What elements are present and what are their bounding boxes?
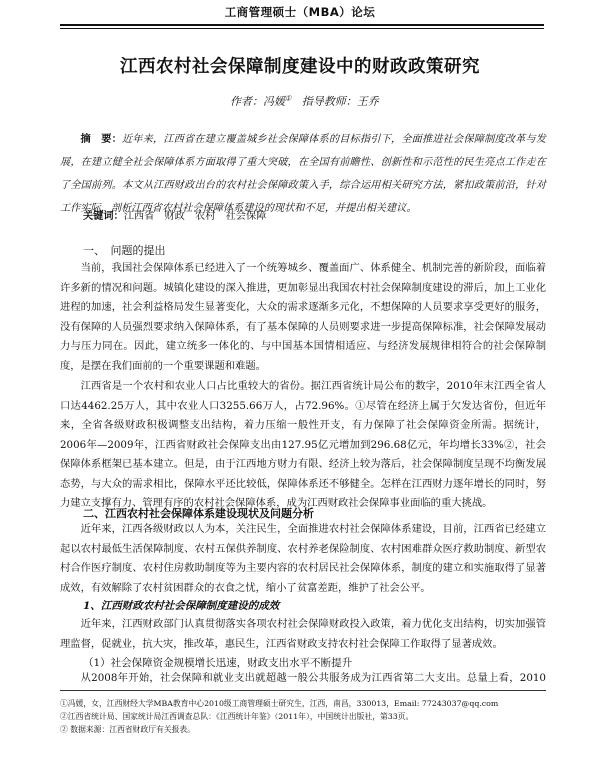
advisor-name: 王乔 <box>356 95 379 108</box>
section-heading-2: 二、江西农村社会保障体系建设现状及问题分析 <box>83 507 314 520</box>
author-label: 作者： <box>230 95 263 108</box>
advisor-label: 指导教师： <box>301 95 357 108</box>
footnote-statistics-source: ②江西省统计局、国家统计局江西调查总队：《江西统计年鉴》（2011年），中国统计出版社，第33页。 <box>60 712 414 721</box>
keywords <box>83 207 266 222</box>
footnotes <box>60 697 546 736</box>
author-name: 冯媛 <box>263 95 285 108</box>
abstract-text: 近年来，江西省在建立覆盖城乡社会保障体系的目标指引下，全面推进社会保障制度改革与发展，在建立健全社会保障体系方面取得了重大突破，在全国有前瞻性、创新性和示范性的民生亮点工作走在了全国前列。本文从江西财政出台的农村社会保障政策入手，综合运用相关研究方法，紧扣政策前沿，针对工作实际，剖析江西省农村社会保障体系建设的现状和不足，并提出相关建议。 <box>60 134 546 214</box>
author-line <box>230 93 379 109</box>
subsection-heading-2-1: 1、江西财政农村社会保障制度建设的成效 <box>83 600 280 612</box>
footnote-divider <box>60 690 546 691</box>
subsubsection-heading: （1）社会保障资金规模增长迅速，财政支出水平不断提升 <box>83 657 353 669</box>
keywords-text: 江西省 财政 农村 社会保障 <box>123 211 267 222</box>
abstract-label: 摘 要： <box>80 134 122 145</box>
footnote-author: ①冯媛，女，江西财经大学MBA教育中心2010级工商管理硕士研究生，江西，南昌，330013，Email: 77243037@qq.com <box>60 699 499 708</box>
paragraph-jiangxi-overview: 江西省是一个农村和农业人口占比重较大的省份。据江西省统计局公布的数字，2010年末江西全省人口达4462.25万人，其中农业人口3255.66万人，占72.96%。①尽管在经济上属于欠发达省份，但近年来，全省各级财政积极调整支出结构，着力压缩一般性开支，有力保障了社会保障资金所需。据统计，2006年—2009年，江西省财政社会保障支出由127.95亿元增加到296.68亿元，年均增长33%②，社会保障体系框架已基本建立。但是，由于江西地方财力有限、经济上较为落后，社会保障制度呈现不均衡发展态势，与大众的需求相比，保障水平还比较低，保障体系还不够健全。怎样在江西财力逐年增长的同时，努力建立支撑有力、管理有序的农村社会保障体系，成为江西财政社会保障事业面临的重大挑战。 <box>60 380 546 509</box>
paragraph-current-status: 近年来，江西各级财政以人为本，关注民生，全面推进农村社会保障体系建设，目前，江西省已经建立起以农村最低生活保障制度、农村五保供养制度、农村养老保险制度、农村困难群众医疗救助制度、新型农村合作医疗制度、农村住房救助制度等为主要内容的农村居民社会保障体系，制度的建立和实施取得了显著成效，有效解除了农村贫困群众的衣食之忧，缩小了贫富差距，维护了社会公平。 <box>60 523 546 594</box>
paragraph-spending-growth: 从2008年开始，社会保障和就业支出就超越一般公共服务成为江西省第二大支出。总量上看，2010 <box>80 672 546 684</box>
paragraph-intro: 当前，我国社会保障体系已经进入了一个统筹城乡、覆盖面广、体系健全、机制完善的新阶段，面临着许多新的情况和问题。城镇化建设的深入推进，更加彰显出我国农村社会保障制度建设的滞后，加上工业化进程的加速，社会利益格局发生显著变化，大众的需求逐渐多元化，不想保障的人员要求享受更好的服务，没有保障的人员强烈要求纳入保障体系，有了基本保障的人员则要求进一步提高保障标准，社会保障发展动力与压力同在。因此，建立统多一体化的、与中国基本国情相适应、与经济发展规律相符合的社会保障制度，是摆在我们面前的一个重要课题和难题。 <box>60 262 546 372</box>
paragraph-achievements: 近年来，江西财政部门认真贯彻落实各项农村社会保障财政投入政策，着力优化支出结构，切实加强管理监督，促就业，抗大灾，推改革，惠民生，江西省财政支持农村社会保障工作取得了显著成效。 <box>60 618 546 650</box>
keywords-label: 关键词： <box>83 211 124 222</box>
footnote-data-source: ② 数据来源：江西省财政厅有关报表。 <box>60 725 196 734</box>
header-rule-thin <box>60 28 544 29</box>
running-header: 工商管理硕士（MBA）论坛 <box>224 5 376 19</box>
section-heading-1: 一、 问题的提出 <box>83 244 166 257</box>
paper-title: 江西农村社会保障制度建设中的财政政策研究 <box>120 57 480 77</box>
author-footnote-mark: ① <box>285 94 292 103</box>
header-rule-thick <box>60 24 544 26</box>
